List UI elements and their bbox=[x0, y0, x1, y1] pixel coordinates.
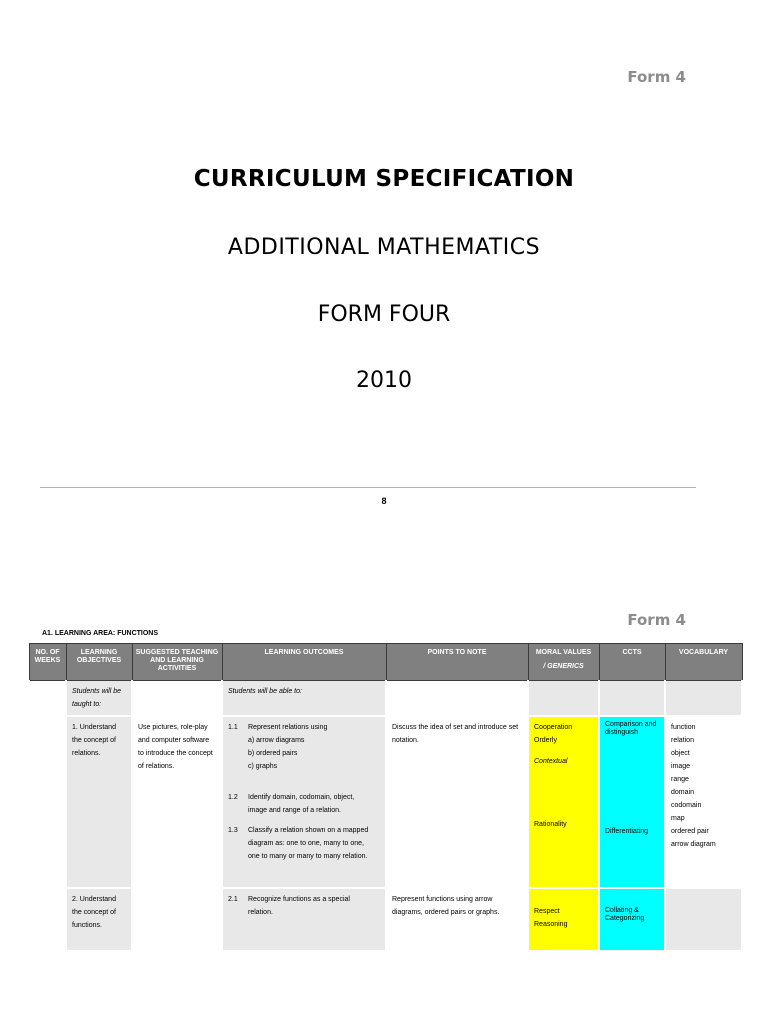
form-tag: Form 4 bbox=[627, 68, 686, 86]
header-vocabulary: VOCABULARY bbox=[665, 644, 742, 681]
form-tag: Form 4 bbox=[627, 611, 686, 629]
outcome-item: 2.1 Recognize functions as a special relation. bbox=[228, 896, 350, 916]
page-divider bbox=[40, 487, 696, 488]
curriculum-table bbox=[28, 643, 743, 950]
header-notes: POINTS TO NOTE bbox=[386, 644, 528, 681]
header-moral-values bbox=[528, 644, 599, 681]
header-ccts: CCTS bbox=[599, 644, 665, 681]
vocabulary-cell: function relation object image range domain codomain map ordered pair arrow diagram bbox=[665, 716, 742, 888]
objective-cell: 1. Understand the concept of relations. bbox=[66, 716, 132, 888]
outcome-item: 1.2 Identify domain, codomain, object, image and range of a relation. bbox=[228, 794, 355, 814]
learning-area-heading: A1. LEARNING AREA: FUNCTIONS bbox=[42, 630, 159, 637]
outcomes-cell bbox=[222, 888, 386, 950]
header-outcomes: LEARNING OUTCOMES bbox=[222, 644, 386, 681]
ccts-cell: Collating & Categorizing bbox=[599, 888, 665, 950]
outcome-item: 1.1 Represent relations using a) arrow diagrams b) ordered pairs c) graphs bbox=[228, 724, 328, 770]
document-title: CURRICULUM SPECIFICATION bbox=[193, 166, 575, 192]
subject-title: ADDITIONAL MATHEMATICS bbox=[227, 235, 541, 260]
header-activities: SUGGESTED TEACHING AND LEARNING ACTIVITIES bbox=[132, 644, 222, 681]
note-cell: Represent functions using arrow diagrams, ordered pairs or graphs. bbox=[386, 888, 528, 950]
header-weeks: NO. OF WEEKS bbox=[29, 644, 66, 681]
activity-cell: Use pictures, role-play and computer software to introduce the concept of relations. bbox=[132, 716, 222, 888]
objective-cell: 2. Understand the concept of functions. bbox=[66, 888, 132, 950]
header-moral-line2: / GENERICS bbox=[543, 663, 584, 670]
year-title: 2010 bbox=[356, 368, 412, 393]
outcomes-intro: Students will be able to: bbox=[222, 681, 386, 717]
page-number: 8 bbox=[381, 496, 387, 506]
table-row bbox=[29, 716, 742, 888]
note-cell: Discuss the idea of set and introduce set notation. bbox=[386, 716, 528, 888]
objectives-intro: Students will be taught to: bbox=[66, 681, 132, 717]
ccts-cell: Comparison and distinguish Differentiating bbox=[599, 716, 665, 888]
form-title: FORM FOUR bbox=[317, 302, 451, 327]
header-objectives: LEARNING OBJECTIVES bbox=[66, 644, 132, 681]
header-moral-line1: MORAL VALUES bbox=[535, 649, 592, 656]
table-row bbox=[29, 681, 742, 717]
table-row bbox=[29, 888, 742, 950]
outcome-item: 1.3 Classify a relation shown on a mapped diagram as: one to one, many to one, one to many or many to many relation. bbox=[228, 827, 369, 860]
table-header-row bbox=[29, 644, 742, 681]
moral-values-cell: Cooperation Orderly Contextual Rationality bbox=[528, 716, 599, 888]
outcomes-cell bbox=[222, 716, 386, 888]
moral-values-cell: Respect Reasoning bbox=[528, 888, 599, 950]
